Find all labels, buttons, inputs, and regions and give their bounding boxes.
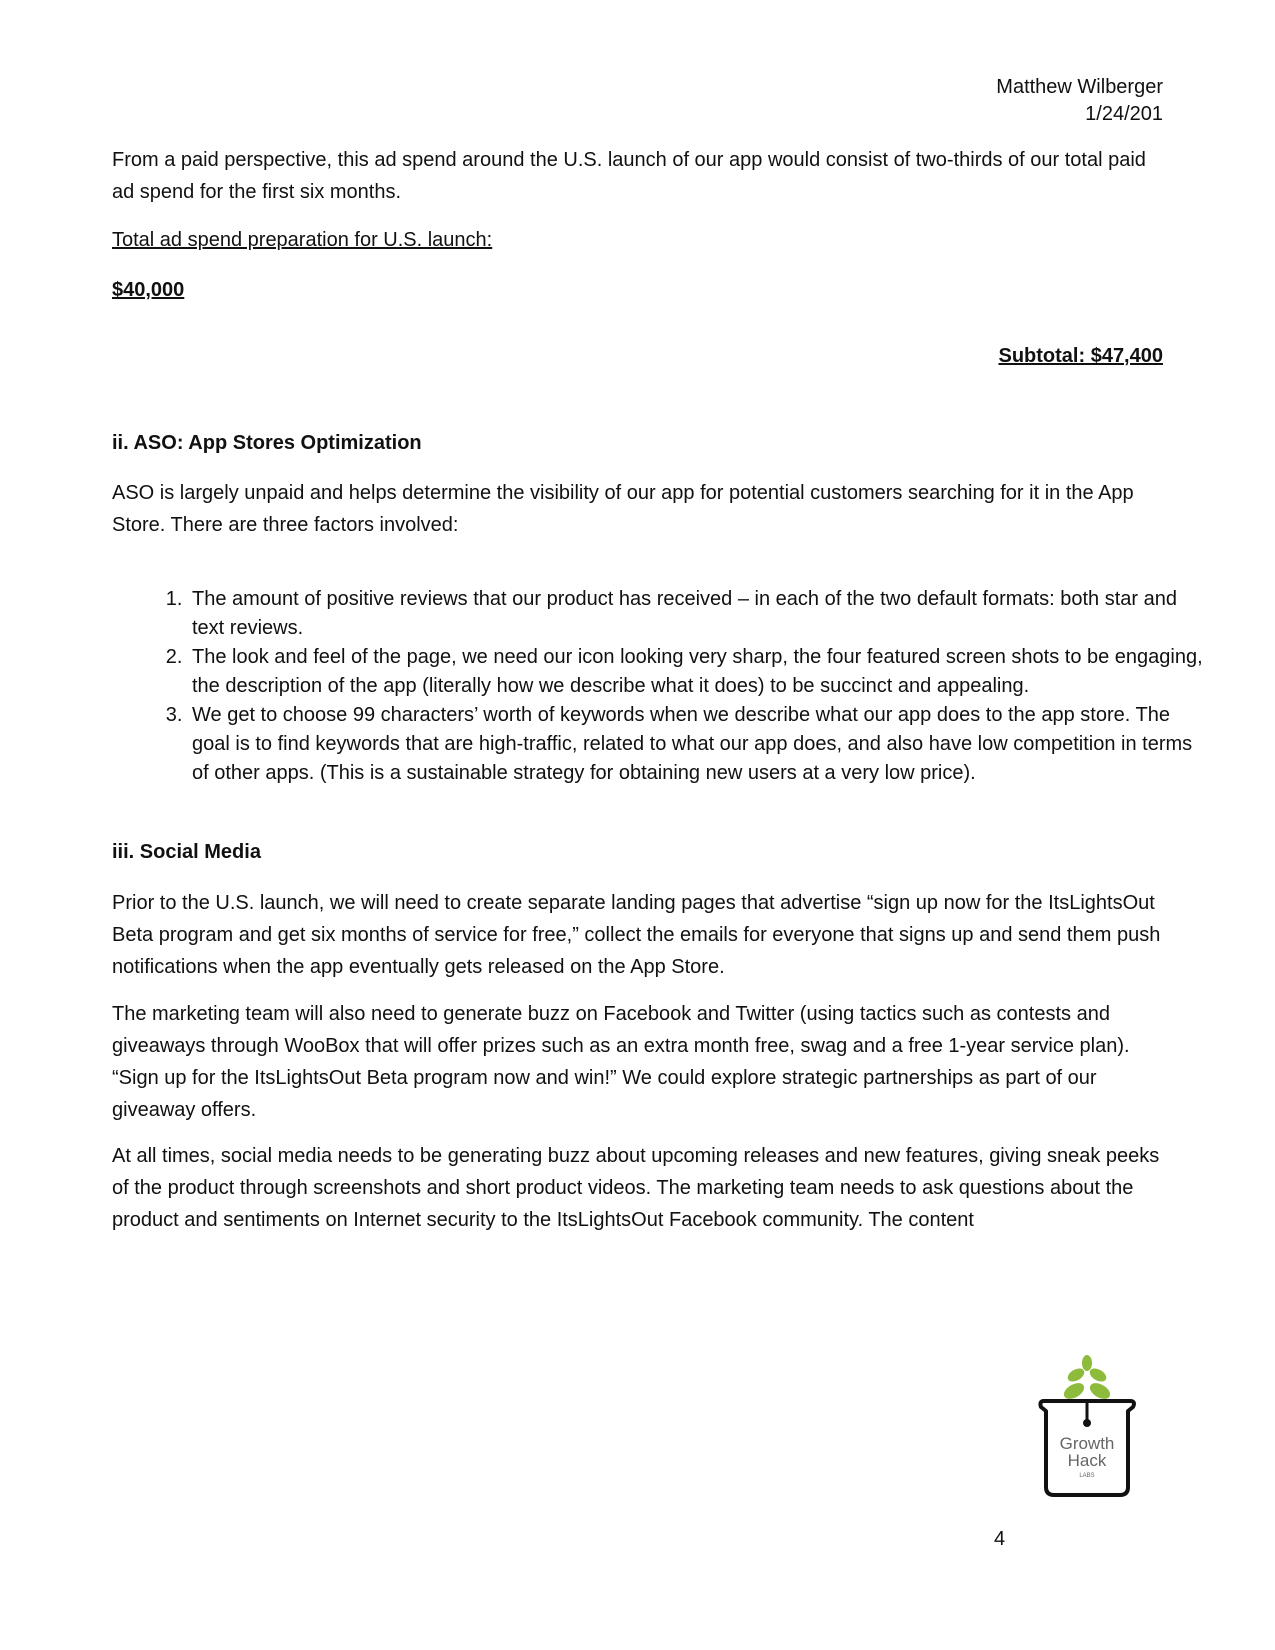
page-number: 4 — [994, 1528, 1006, 1550]
list-item: 2. The look and feel of the page, we need our icon looking very sharp, the four featured screen shots to be engaging, the description of the app (literally how we describe what it does) to be succinct and appealing. — [188, 643, 1208, 701]
logo-text-line-1: Growth — [1059, 1434, 1115, 1453]
page-header — [996, 74, 1163, 128]
list-item: 3. We get to choose 99 characters’ worth of keywords when we describe what our app does to the app store. The goal is to find keywords that are high-traffic, related to what our app does, and also have low competition in terms of other apps. (This is a sustainable strategy for obtaining new users at a very low price). — [188, 701, 1208, 788]
plant-beaker-logo-icon — [1036, 1355, 1138, 1517]
logo-text-line-3: LABS — [1079, 1473, 1095, 1479]
growth-hack-labs-logo — [1036, 1355, 1138, 1517]
social-paragraph-3: At all times, social media needs to be generating buzz about upcoming releases and new features, giving sneak peeks of the product through screenshots and short product videos. The marketing team needs to ask questions about the product and sentiments on Internet security to the ItsLightsOut Facebook community. The content — [112, 1145, 1160, 1231]
social-media-heading: iii. Social Media — [112, 841, 261, 863]
author-name: Matthew Wilberger — [996, 76, 1163, 98]
aso-heading: ii. ASO: App Stores Optimization — [112, 432, 422, 454]
logo-text-line-2: Hack — [1067, 1451, 1107, 1470]
document-date: 1/24/201 — [1085, 103, 1163, 125]
intro-paragraph: From a paid perspective, this ad spend around the U.S. launch of our app would consist of two-thirds of our total paid ad spend for the first six months. — [112, 149, 1146, 203]
total-ad-spend-label: Total ad spend preparation for U.S. launch: — [112, 229, 493, 251]
social-paragraph-1: Prior to the U.S. launch, we will need to create separate landing pages that advertise “sign up now for the ItsLightsOut Beta program and get six months of service for free,” collect the emails for everyone that signs up and send them push notifications when the app eventually gets released on the App Store. — [112, 892, 1161, 978]
subtotal: Subtotal: $47,400 — [998, 345, 1163, 367]
list-item: 1. The amount of positive reviews that our product has received – in each of the two default formats: both star and text reviews. — [188, 585, 1208, 643]
social-paragraph-2: The marketing team will also need to generate buzz on Facebook and Twitter (using tactics such as contests and giveaways through WooBox that will offer prizes such as an extra month free, swag and a free 1-year service plan). “Sign up for the ItsLightsOut Beta program now and win!” We could explore strategic partnerships as part of our giveaway offers. — [112, 1003, 1130, 1121]
total-ad-spend-amount: $40,000 — [112, 279, 185, 301]
aso-intro-paragraph: ASO is largely unpaid and helps determine the visibility of our app for potential customers searching for it in the App Store. There are three factors involved: — [112, 482, 1134, 536]
aso-factors-list — [140, 585, 1208, 788]
